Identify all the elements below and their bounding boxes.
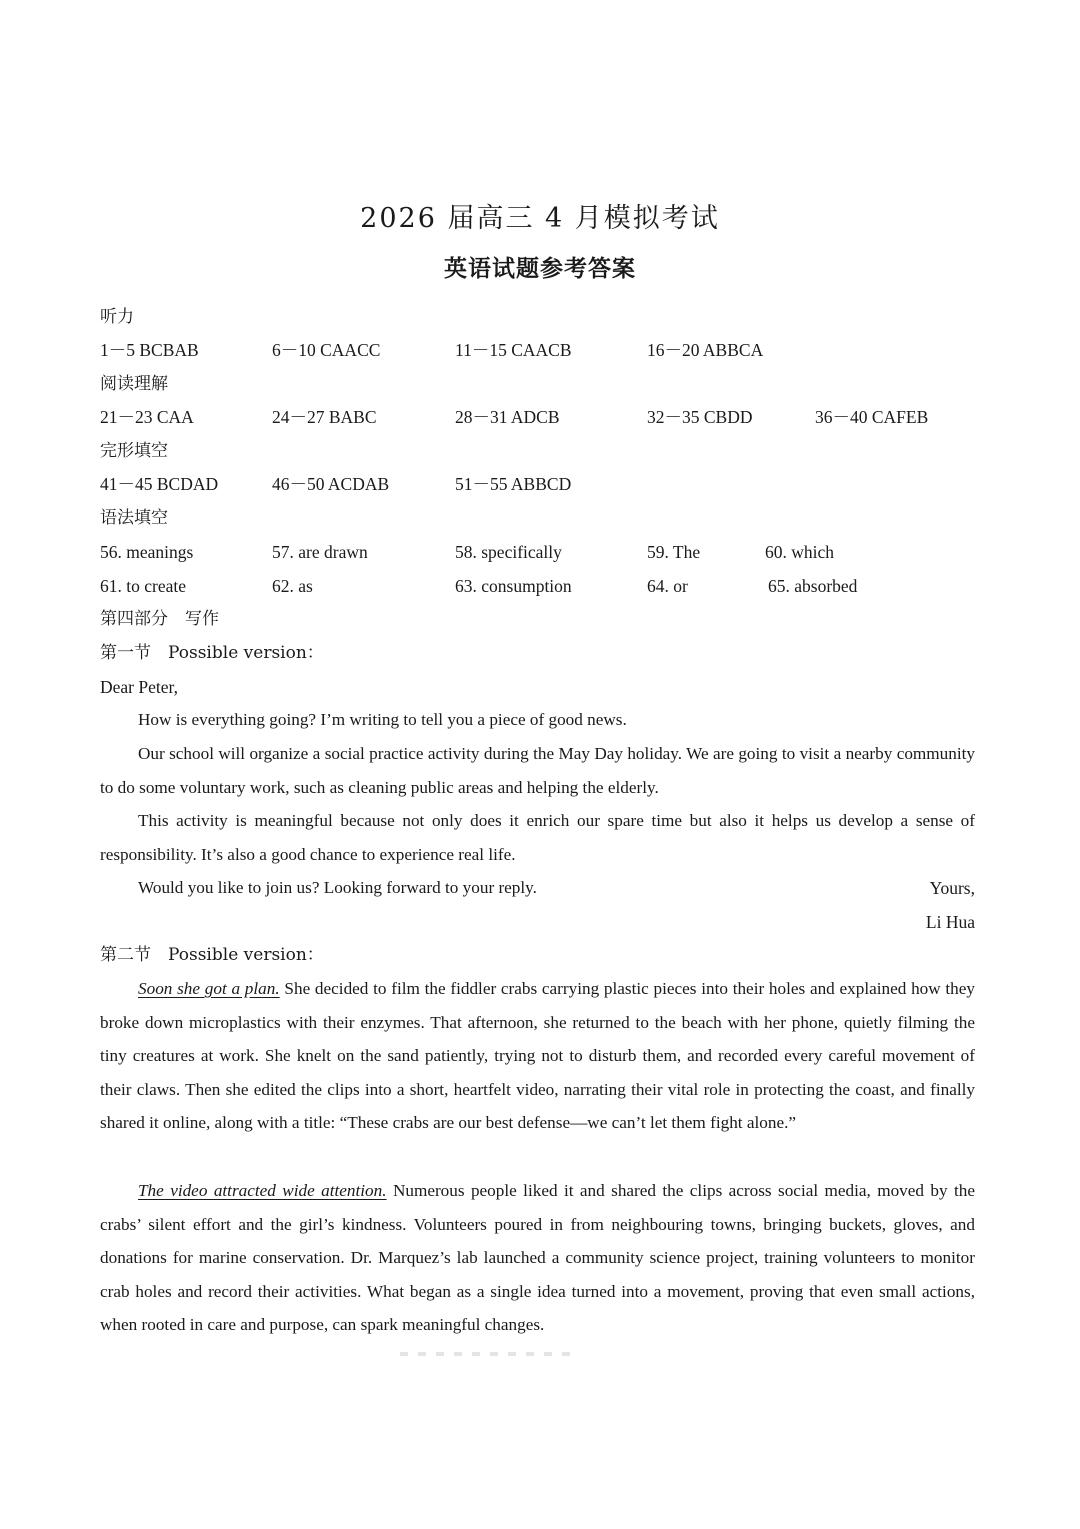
grammar-answer: 63. consumption [455, 576, 572, 596]
answer-group: 28－31 ADCB [455, 407, 560, 427]
letter-paragraph: Would you like to join us? Looking forward to your reply. [138, 878, 537, 897]
grammar-answer: 59. The [647, 542, 701, 562]
answer-group: 24－27 BABC [272, 407, 377, 427]
answer-group: 6－10 CAACC [272, 340, 381, 360]
story-body: Numerous people liked it and shared the clips across social media, moved by the crabs’ silent effort and the girl’s kindness. Volunteers poured in from neighbouring towns, bringing buckets, gloves, and donations for marine conservation. Dr. Marquez’s lab launched a community science project, training volunteers to monitor crab holes and record their activities. What began as a single idea turned into a movement, proving that even small actions, when rooted in care and purpose, can spark meaningful changes. [100, 1181, 975, 1335]
section-label-cloze: 完形填空 [100, 441, 168, 461]
answer-group: 41－45 BCDAD [100, 474, 219, 494]
letter-closing: Yours, [929, 878, 975, 898]
answer-group: 11－15 CAACB [455, 340, 572, 360]
section-label-reading: 阅读理解 [100, 374, 168, 394]
section-label-listening: 听力 [100, 307, 134, 327]
story-body: She decided to film the fiddler crabs carrying plastic pieces into their holes and explained how they broke down microplastics with their enzymes. That afternoon, she returned to the beach with her phone, quietly filming the tiny creatures at work. She knelt on the sand patiently, trying not to disturb them, and recorded every careful movement of their claws. Then she edited the clips into a short, heartfelt video, narrating their vital role in protecting the coast, and finally shared it online, along with a title: “These crabs are our best defense—we can’t let them fight alone.” [100, 979, 975, 1133]
story-lead-sentence: Soon she got a plan. [138, 979, 280, 998]
answer-group: 32－35 CBDD [647, 407, 753, 427]
answer-group: 16－20 ABBCA [647, 340, 764, 360]
letter-paragraph: Our school will organize a social practice activity during the May Day holiday. We are going to visit a nearby community to do some voluntary work, such as cleaning public areas and helping the elderly. [100, 744, 975, 797]
story-paragraph [100, 1174, 975, 1342]
answer-group: 46－50 ACDAB [272, 474, 390, 494]
letter-paragraph: This activity is meaningful because not only does it enrich our spare time but also it helps us develop a sense of responsibility. It’s also a good chance to experience real life. [100, 811, 975, 864]
writing-part1-label: 第一节 Possible version： [100, 643, 324, 663]
grammar-answer: 56. meanings [100, 542, 194, 562]
footer-smudge [400, 1352, 570, 1356]
grammar-answer: 65. absorbed [768, 576, 858, 596]
story-paragraph [100, 972, 975, 1140]
letter-signature: Li Hua [925, 912, 975, 932]
section-label-grammar: 语法填空 [100, 508, 168, 528]
letter-salutation: Dear Peter, [100, 677, 179, 697]
grammar-answer: 64. or [647, 576, 688, 596]
answer-group: 51－55 ABBCD [455, 474, 572, 494]
answer-group: 36－40 CAFEB [815, 407, 929, 427]
grammar-answer: 60. which [765, 542, 835, 562]
grammar-answer: 58. specifically [455, 542, 562, 562]
answer-group: 21－23 CAA [100, 407, 194, 427]
story-lead-sentence: The video attracted wide attention. [138, 1181, 387, 1200]
page-subtitle: 英语试题参考答案 [444, 256, 636, 282]
letter-paragraph: How is everything going? I’m writing to tell you a piece of good news. [138, 710, 627, 729]
grammar-answer: 57. are drawn [272, 542, 368, 562]
answer-group: 1－5 BCBAB [100, 340, 199, 360]
grammar-answer: 62. as [272, 576, 313, 596]
grammar-answer: 61. to create [100, 576, 186, 596]
section-label-writing: 第四部分 写作 [100, 609, 219, 629]
writing-part2-label: 第二节 Possible version： [100, 945, 324, 965]
page-title: 2026 届高三 4 月模拟考试 [360, 203, 720, 234]
